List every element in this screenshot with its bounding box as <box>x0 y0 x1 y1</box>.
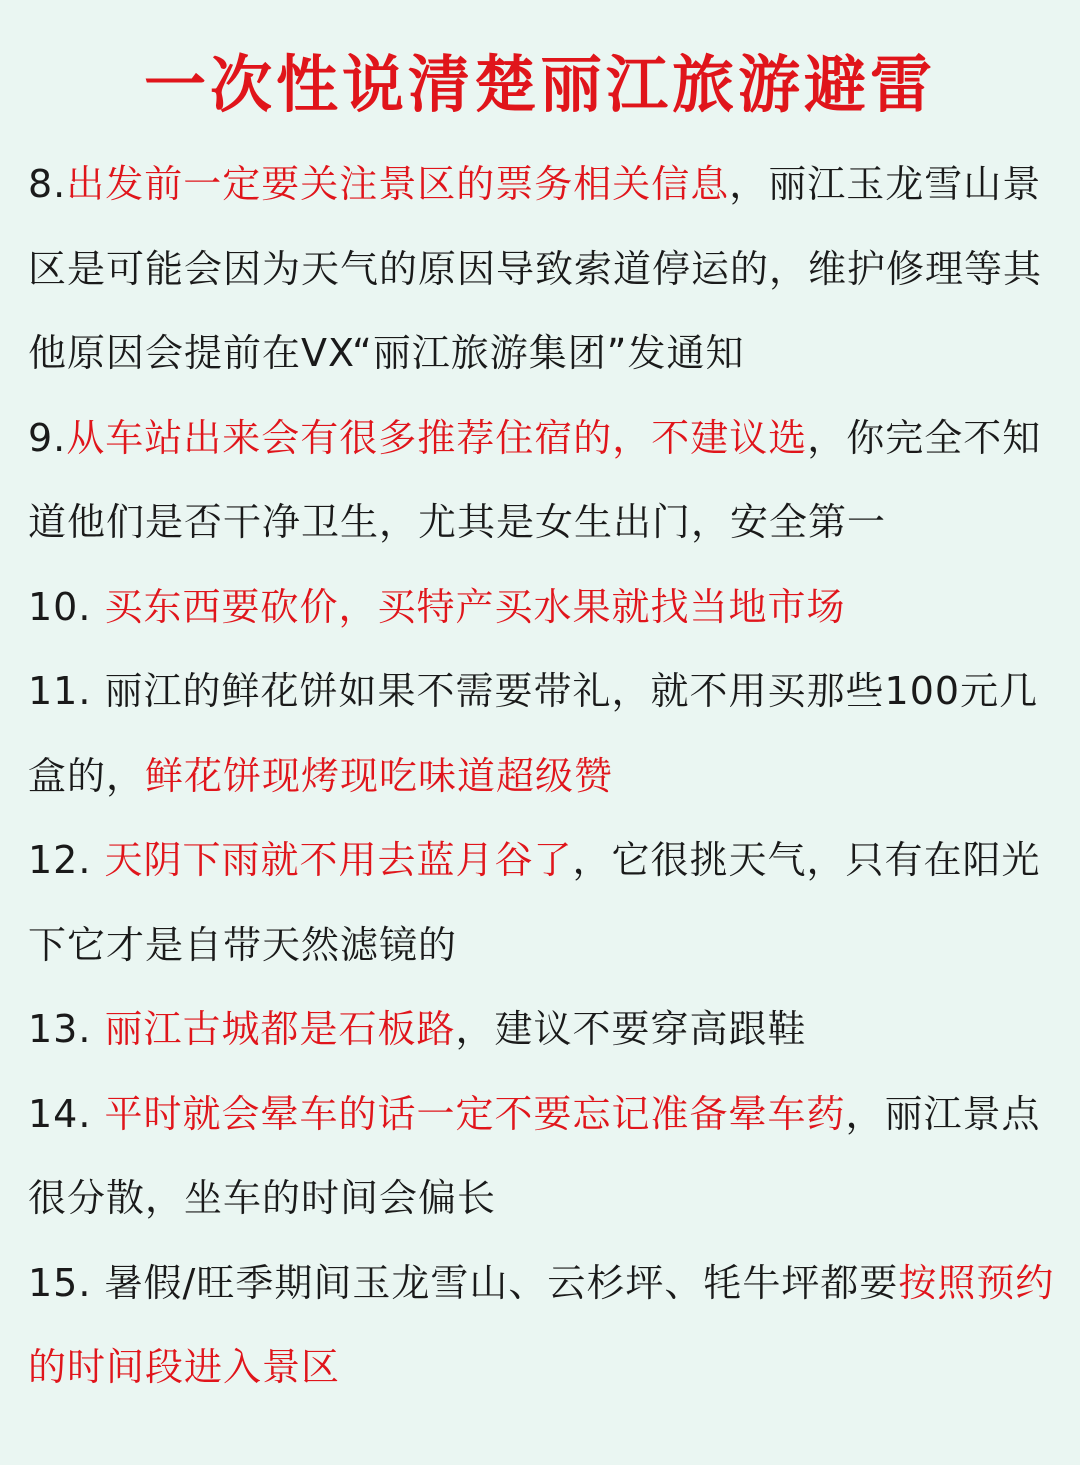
list-item <box>28 1072 1058 1241</box>
list-item <box>28 396 1058 565</box>
item-number: 14. <box>28 1091 92 1136</box>
item-text: 暑假/旺季期间玉龙雪山、云杉坪、牦牛坪都要 <box>104 1260 899 1305</box>
item-text: ，它很挑天气，只有在阳光下它才是自带天然滤镜的 <box>28 838 1041 967</box>
item-number: 12. <box>28 838 92 882</box>
item-highlight: 出发前一定要关注景区的票务相关信息 <box>66 162 730 206</box>
page-title: 一次性说清楚丽江旅游避雷 <box>143 48 936 121</box>
item-number: 10. <box>28 584 92 629</box>
list-item <box>28 649 1058 818</box>
item-number: 13. <box>28 1007 92 1051</box>
item-text: ，丽江景点很分散，坐车的时间会偏长 <box>28 1091 1041 1220</box>
list-item <box>28 987 1058 1072</box>
item-number: 15. <box>28 1260 92 1305</box>
item-highlight: 天阴下雨就不用去蓝月谷了 <box>104 838 573 882</box>
item-highlight: 买东西要砍价，买特产买水果就找当地市场 <box>104 584 846 629</box>
tips-list <box>28 142 1058 1410</box>
item-number: 9. <box>28 415 67 460</box>
list-item <box>28 1241 1058 1410</box>
list-item <box>28 142 1058 396</box>
item-highlight: 平时就会晕车的话一定不要忘记准备晕车药 <box>104 1091 846 1136</box>
item-number: 11. <box>28 669 92 713</box>
item-highlight: 丽江古城都是石板路 <box>104 1007 456 1051</box>
item-text: 丽江的鲜花饼如果不需要带礼，就不用买那些100元几盒的， <box>28 669 1039 798</box>
list-item <box>28 818 1058 987</box>
item-text: ，丽江玉龙雪山景区是可能会因为天气的原因导致索道停运的，维护修理等其他原因会提前在VX“丽江旅游集团”发通知 <box>28 162 1043 375</box>
item-text: ，建议不要穿高跟鞋 <box>455 1007 807 1051</box>
item-highlight: 按照预约的时间段进入景区 <box>28 1260 1055 1389</box>
item-number: 8. <box>28 162 67 206</box>
list-item <box>28 565 1058 650</box>
item-highlight: 鲜花饼现烤现吃味道超级赞 <box>145 753 614 798</box>
item-text: ，你完全不知道他们是否干净卫生，尤其是女生出门，安全第一 <box>28 415 1042 544</box>
item-highlight: 从车站出来会有很多推荐住宿的，不建议选 <box>66 415 808 460</box>
